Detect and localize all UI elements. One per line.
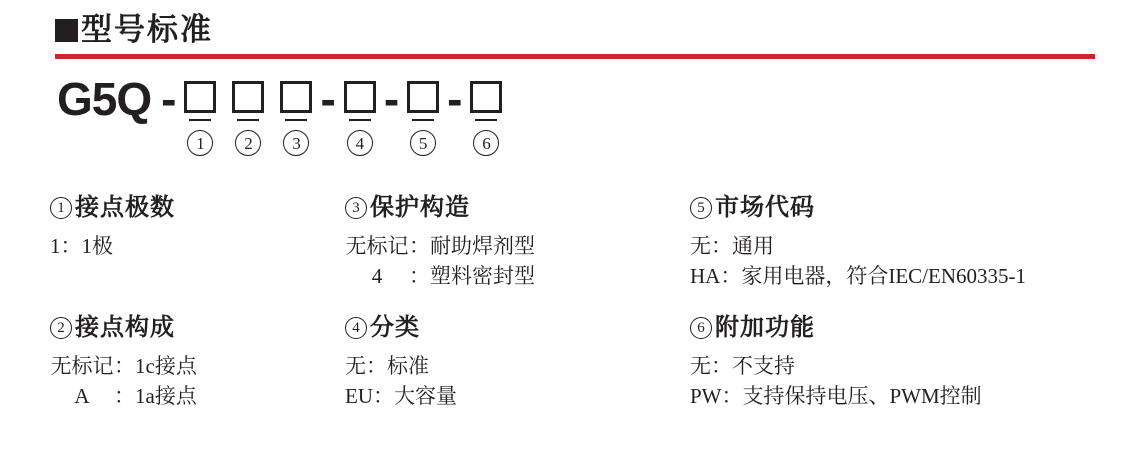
section-additional-function xyxy=(690,314,1136,411)
colon: ： xyxy=(60,233,82,258)
black-square-icon xyxy=(55,19,78,42)
underline-mark xyxy=(475,119,497,121)
code-value: EU xyxy=(345,383,373,408)
legend-row xyxy=(50,231,345,261)
colon: ： xyxy=(409,263,430,288)
circled-number: 5 xyxy=(690,197,712,219)
legend-row xyxy=(690,231,1136,261)
code-description: 1c接点 xyxy=(135,353,197,378)
code-value: 无 xyxy=(690,353,711,378)
section-contact-form xyxy=(50,314,345,411)
code-value: A xyxy=(74,383,90,408)
colon: ： xyxy=(373,383,394,408)
code-value: HA xyxy=(690,263,721,288)
code-value: PW xyxy=(690,383,722,408)
model-digit-box xyxy=(184,81,216,113)
legend-sections xyxy=(50,194,1136,411)
legend-row xyxy=(50,351,345,381)
colon: ： xyxy=(720,263,742,288)
datasheet-page xyxy=(0,13,1136,464)
model-prefix: G5Q xyxy=(57,73,152,126)
colon: ： xyxy=(721,383,743,408)
section-title xyxy=(345,314,690,343)
code-description: 标准 xyxy=(387,353,429,378)
code-description: 不支持 xyxy=(732,353,795,378)
model-digit-box xyxy=(232,81,264,113)
legend-row xyxy=(690,261,1136,291)
colon: ： xyxy=(711,233,732,258)
legend-row xyxy=(690,351,1136,381)
code-description: 通用 xyxy=(732,233,774,258)
legend-row xyxy=(345,351,690,381)
circled-number: 4 xyxy=(347,130,373,156)
code-description: 塑料密封型 xyxy=(430,263,535,288)
code-value: 无标记 xyxy=(345,233,409,258)
section-title-text: 附加功能 xyxy=(715,314,815,342)
circled-number: 6 xyxy=(473,130,499,156)
circled-number: 1 xyxy=(187,130,213,156)
model-position-3 xyxy=(280,81,312,156)
section-market-code xyxy=(690,194,1136,314)
page-title-text: 型号标准 xyxy=(81,12,213,47)
model-position-2 xyxy=(232,81,264,156)
colon: ： xyxy=(114,353,135,378)
page-title xyxy=(55,13,1136,47)
model-dash-separator: - xyxy=(320,73,336,126)
legend-row xyxy=(345,231,690,261)
legend-row xyxy=(50,381,345,411)
section-title-text: 接点构成 xyxy=(75,314,175,342)
model-position-6 xyxy=(470,81,502,156)
underline-mark xyxy=(237,119,259,121)
colon: ： xyxy=(366,353,387,378)
header xyxy=(55,13,1136,59)
code-description: 耐助焊剂型 xyxy=(430,233,535,258)
model-dash-separator: - xyxy=(161,73,177,126)
code-description: 家用电器，符合IEC/EN60335-1 xyxy=(741,263,1026,288)
section-title xyxy=(690,194,1136,223)
code-value: 无 xyxy=(345,353,366,378)
code-value: 1 xyxy=(50,233,61,258)
model-digit-box xyxy=(280,81,312,113)
model-dash-separator: - xyxy=(447,73,463,126)
model-position-1 xyxy=(184,81,216,156)
underline-mark xyxy=(349,119,371,121)
circled-number: 4 xyxy=(345,317,367,339)
circled-number: 3 xyxy=(283,130,309,156)
code-description: 1极 xyxy=(81,233,113,258)
model-dash-separator: - xyxy=(383,73,400,126)
model-digit-box xyxy=(344,81,376,113)
underline-mark xyxy=(189,119,211,121)
code-description: 支持保持电压、PWM控制 xyxy=(742,383,982,408)
section-title-text: 分类 xyxy=(370,314,420,342)
legend-row xyxy=(345,261,690,291)
circled-number: 2 xyxy=(50,317,72,339)
code-value: 无 xyxy=(690,233,711,258)
section-contact-poles xyxy=(50,194,345,314)
code-value: 无标记 xyxy=(50,353,114,378)
section-title xyxy=(50,314,345,343)
model-number-diagram xyxy=(57,73,1136,156)
circled-number: 1 xyxy=(50,197,72,219)
section-title-text: 保护构造 xyxy=(370,194,470,222)
section-title-text: 市场代码 xyxy=(715,194,815,222)
code-value: 4 xyxy=(371,263,383,288)
code-description: 1a接点 xyxy=(135,383,197,408)
section-protective-structure xyxy=(345,194,690,314)
underline-mark xyxy=(412,119,434,121)
legend-row xyxy=(690,381,1136,411)
section-title-text: 接点极数 xyxy=(75,194,175,222)
model-position-5 xyxy=(407,81,439,156)
colon: ： xyxy=(409,233,430,258)
section-title xyxy=(50,194,345,223)
colon: ： xyxy=(711,353,732,378)
circled-number: 6 xyxy=(690,317,712,339)
underline-mark xyxy=(285,119,307,121)
section-title xyxy=(345,194,690,223)
section-classification xyxy=(345,314,690,411)
circled-number: 3 xyxy=(345,197,367,219)
colon: ： xyxy=(114,383,135,408)
legend-row xyxy=(345,381,690,411)
section-title xyxy=(690,314,1136,343)
code-description: 大容量 xyxy=(394,383,457,408)
model-digit-box xyxy=(407,81,439,113)
model-position-4 xyxy=(344,81,376,156)
circled-number: 5 xyxy=(410,130,436,156)
model-digit-box xyxy=(470,81,502,113)
red-divider xyxy=(55,54,1095,59)
circled-number: 2 xyxy=(235,130,261,156)
